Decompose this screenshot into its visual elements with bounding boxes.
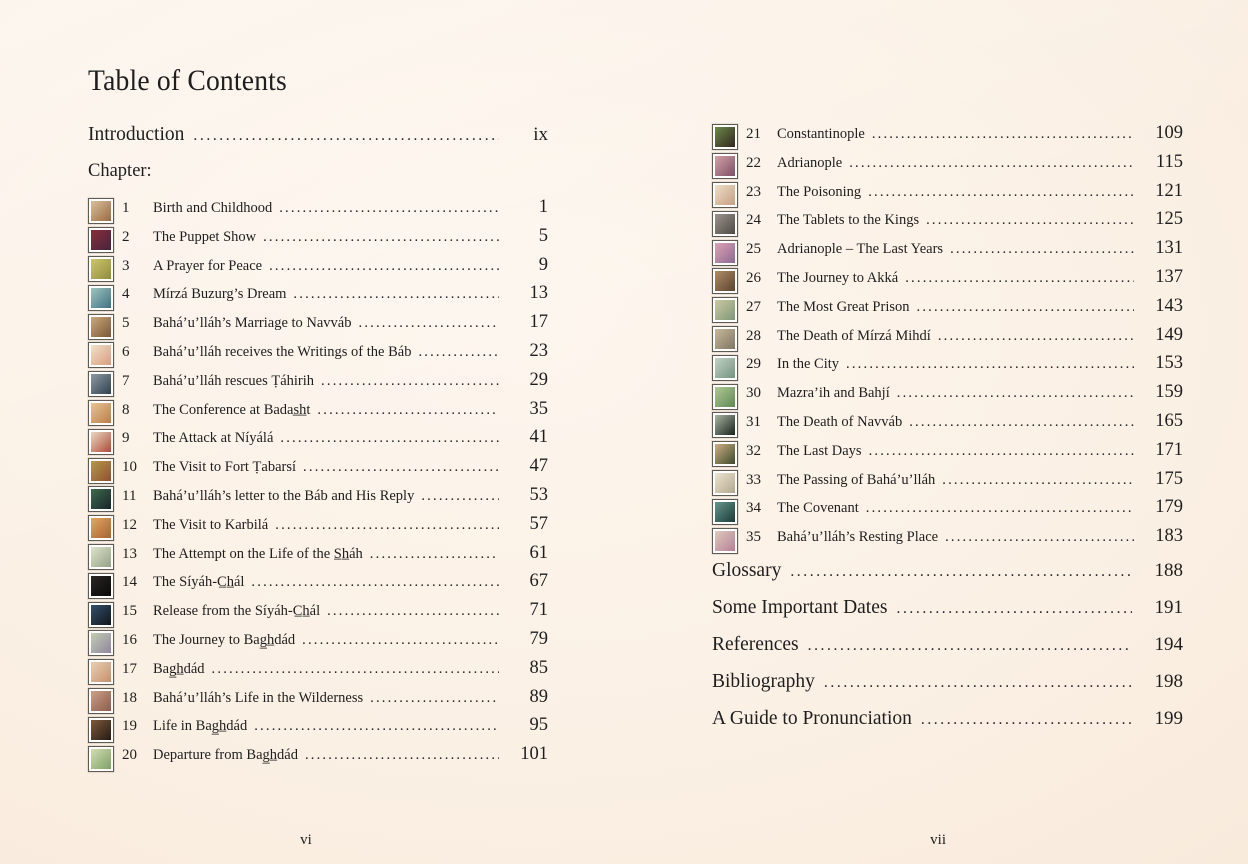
chapter-page-number: 101	[520, 744, 548, 765]
chapter-number: 3	[122, 257, 130, 274]
chapter-page-number: 149	[1155, 324, 1183, 345]
chapter-thumbnail-art	[715, 127, 735, 147]
chapter-title: Life in Bag̲h̲dád	[153, 718, 248, 735]
chapter-number: 31	[746, 413, 761, 430]
dotted-leader	[359, 315, 500, 332]
chapter-row	[88, 456, 548, 485]
chapter-number: 24	[746, 212, 761, 229]
page-left	[88, 0, 548, 864]
chapter-row	[712, 296, 1183, 325]
chapter-row	[88, 629, 548, 658]
chapter-thumbnail-art	[91, 288, 111, 308]
back-matter-row	[712, 597, 1183, 634]
chapter-row	[88, 283, 548, 312]
chapter-thumbnail-art	[715, 214, 735, 234]
chapter-page-number: 125	[1155, 209, 1183, 230]
page-title: Table of Contents	[88, 64, 287, 97]
chapter-thumbnail-image	[712, 528, 738, 554]
dotted-leader	[321, 373, 499, 390]
chapter-thumbnail-art	[91, 489, 111, 509]
chapter-title: In the City	[777, 356, 840, 373]
chapter-thumbnail-image	[88, 544, 114, 570]
chapter-number: 21	[746, 126, 761, 142]
chapter-page-number: 89	[529, 686, 548, 707]
dotted-leader	[293, 286, 499, 303]
chapter-thumbnail-image	[712, 182, 738, 208]
chapter-page-number: 9	[538, 254, 548, 275]
back-matter-row	[712, 634, 1183, 671]
chapter-page-number: 131	[1155, 238, 1183, 259]
chapter-title: Bahá’u’lláh’s Life in the Wilderness	[153, 689, 364, 706]
chapter-number: 27	[746, 298, 761, 315]
chapter-thumbnail-image	[88, 314, 114, 340]
chapter-title: The Poisoning	[777, 183, 862, 200]
chapter-thumbnail-image	[712, 153, 738, 179]
chapter-title: Release from the Síyáh-C̲h̲ál	[153, 603, 321, 620]
chapter-number: 22	[746, 154, 761, 171]
dotted-leader	[305, 747, 499, 764]
chapter-page-number: 5	[538, 225, 548, 246]
chapter-thumbnail-art	[91, 432, 111, 452]
folio-left: vi	[300, 832, 312, 848]
chapter-thumbnail-art	[91, 547, 111, 567]
chapter-row	[88, 312, 548, 341]
chapter-number: 30	[746, 385, 761, 402]
chapter-page-number: 143	[1155, 295, 1183, 316]
back-matter-page-number: 198	[1154, 671, 1183, 692]
chapter-thumbnail-image	[88, 371, 114, 397]
chapter-page-number: 29	[529, 369, 548, 390]
chapter-thumbnail-art	[715, 531, 735, 551]
chapter-thumbnail-art	[715, 502, 735, 522]
chapter-row	[88, 514, 548, 543]
chapter-title: Constantinople	[777, 126, 865, 142]
chapter-thumbnail-art	[715, 473, 735, 493]
dotted-leader	[938, 328, 1134, 345]
chapter-thumbnail-image	[88, 717, 114, 743]
back-matter-list	[712, 560, 1183, 745]
chapter-thumbnail-art	[91, 691, 111, 711]
chapter-number: 14	[122, 574, 137, 591]
chapter-section-label: Chapter:	[88, 161, 152, 181]
chapter-thumbnail-art	[715, 271, 735, 291]
chapter-number: 5	[122, 315, 130, 332]
introduction-row	[88, 124, 548, 152]
page-right	[712, 0, 1183, 864]
chapter-page-number: 67	[529, 571, 548, 592]
dotted-leader	[254, 718, 499, 735]
dotted-leader	[280, 430, 499, 447]
dotted-leader	[849, 155, 1134, 172]
chapter-number: 23	[746, 183, 761, 200]
chapter-thumbnail-image	[88, 630, 114, 656]
chapter-page-number: 179	[1155, 497, 1183, 518]
chapter-thumbnail-image	[88, 227, 114, 253]
chapter-page-number: 115	[1155, 151, 1183, 172]
chapter-page-number: 41	[529, 427, 548, 448]
chapter-page-number: 47	[529, 456, 548, 477]
chapter-thumbnail-image	[712, 499, 738, 525]
dotted-leader	[945, 529, 1134, 546]
chapter-thumbnail-art	[91, 576, 111, 596]
chapter-row	[88, 370, 548, 399]
chapter-thumbnail-image	[88, 342, 114, 368]
chapter-number: 2	[122, 228, 130, 245]
chapter-page-number: 1	[538, 197, 548, 217]
dotted-leader	[824, 674, 1132, 692]
chapter-title: Departure from Bag̲h̲dád	[153, 747, 298, 764]
chapter-number: 16	[122, 631, 137, 648]
chapter-thumbnail-image	[712, 441, 738, 467]
chapter-row	[88, 687, 548, 716]
chapter-row	[88, 744, 548, 773]
chapter-thumbnail-art	[91, 230, 111, 250]
chapter-page-number: 159	[1155, 382, 1183, 403]
chapter-row	[712, 382, 1183, 411]
chapter-thumbnail-art	[91, 403, 111, 423]
chapter-title: Bahá’u’lláh’s Marriage to Navváb	[153, 315, 352, 332]
dotted-leader	[790, 563, 1132, 581]
chapter-thumbnail-image	[712, 124, 738, 150]
dotted-leader	[866, 500, 1134, 517]
chapter-thumbnail-art	[715, 156, 735, 176]
dotted-leader	[950, 241, 1134, 258]
chapter-title: The Attack at Níyálá	[153, 430, 274, 447]
chapter-thumbnail-art	[715, 243, 735, 263]
chapter-row	[88, 658, 548, 687]
chapter-number: 25	[746, 241, 761, 258]
chapter-thumbnail-image	[88, 400, 114, 426]
chapter-title: Mírzá Buzurg’s Dream	[153, 286, 287, 303]
back-matter-page-number: 191	[1154, 597, 1183, 618]
chapter-page-number: 165	[1155, 410, 1183, 431]
chapter-title: The Last Days	[777, 442, 862, 459]
dotted-leader	[275, 517, 499, 534]
chapter-row	[712, 353, 1183, 382]
chapter-title: The Attempt on the Life of the S̲h̲áh	[153, 545, 363, 562]
chapter-row	[88, 226, 548, 255]
dotted-leader	[418, 344, 499, 361]
chapter-thumbnail-art	[91, 720, 111, 740]
back-matter-label: Some Important Dates	[712, 597, 888, 618]
chapter-number: 13	[122, 545, 137, 562]
chapter-title: Bahá’u’lláh’s letter to the Báb and His Reply	[153, 487, 415, 504]
chapter-thumbnail-image	[88, 659, 114, 685]
chapter-thumbnail-image	[88, 602, 114, 628]
chapter-page-number: 85	[529, 657, 548, 678]
chapter-row	[712, 152, 1183, 181]
chapter-page-number: 171	[1155, 439, 1183, 460]
chapter-row	[88, 543, 548, 572]
chapter-page-number: 153	[1155, 353, 1183, 374]
chapter-page-number: 95	[529, 715, 548, 736]
dotted-leader	[269, 258, 499, 275]
chapter-thumbnail-art	[715, 444, 735, 464]
chapter-row	[88, 341, 548, 370]
chapter-title: The Death of Mírzá Mihdí	[777, 327, 931, 344]
dotted-leader	[421, 488, 499, 505]
chapter-page-number: 23	[529, 340, 548, 361]
chapter-thumbnail-image	[88, 198, 114, 224]
dotted-leader	[909, 414, 1134, 431]
chapter-thumbnail-art	[91, 461, 111, 481]
chapter-number: 32	[746, 442, 761, 459]
chapter-row	[712, 469, 1183, 498]
chapter-number: 12	[122, 516, 137, 533]
chapter-title: The Journey to Bag̲h̲dád	[153, 631, 296, 648]
chapter-thumbnail-art	[715, 300, 735, 320]
dotted-leader	[327, 603, 499, 620]
chapter-thumbnail-image	[88, 285, 114, 311]
dotted-leader	[370, 690, 499, 707]
chapter-thumbnail-image	[88, 688, 114, 714]
chapter-thumbnail-art	[91, 201, 111, 221]
dotted-leader	[917, 299, 1135, 316]
chapter-number: 35	[746, 529, 761, 546]
chapter-title: The Visit to Fort Ṭabarsí	[153, 459, 297, 476]
chapter-page-number: 13	[529, 283, 548, 304]
chapter-thumbnail-art	[715, 185, 735, 205]
chapter-title: The Tablets to the Kings	[777, 212, 920, 229]
chapter-row	[712, 440, 1183, 469]
chapter-page-number: 71	[529, 600, 548, 621]
dotted-leader	[302, 632, 499, 649]
dotted-leader	[868, 184, 1134, 201]
dotted-leader	[905, 270, 1134, 287]
dotted-leader	[872, 126, 1134, 143]
chapter-title: The Most Great Prison	[777, 298, 910, 315]
chapter-thumbnail-image	[712, 412, 738, 438]
chapter-title: Adrianople	[777, 154, 843, 171]
chapter-page-number: 109	[1155, 123, 1183, 143]
chapter-row	[88, 197, 548, 226]
chapter-thumbnail-art	[91, 374, 111, 394]
chapter-title: Bahá’u’lláh receives the Writings of the Báb	[153, 343, 412, 360]
chapter-thumbnail-image	[88, 746, 114, 772]
dotted-leader	[251, 574, 499, 591]
chapter-title: The Puppet Show	[153, 228, 257, 245]
chapter-row	[712, 526, 1183, 555]
chapter-title: Mazra’ih and Bahjí	[777, 385, 890, 402]
dotted-leader	[926, 212, 1134, 229]
chapter-number: 8	[122, 401, 130, 418]
chapter-thumbnail-art	[715, 415, 735, 435]
chapter-number: 34	[746, 500, 761, 517]
chapter-title: The Passing of Bahá’u’lláh	[777, 471, 936, 488]
chapter-number: 33	[746, 471, 761, 488]
chapter-title: The Journey to Akká	[777, 269, 899, 286]
dotted-leader	[263, 229, 499, 246]
chapter-thumbnail-image	[88, 429, 114, 455]
chapter-thumbnail-art	[91, 605, 111, 625]
chapter-thumbnail-art	[91, 259, 111, 279]
chapter-number: 11	[122, 487, 137, 504]
dotted-leader	[317, 402, 499, 419]
chapter-row	[712, 411, 1183, 440]
chapter-number: 4	[122, 286, 130, 303]
chapter-number: 10	[122, 459, 137, 476]
chapter-title: The Visit to Karbilá	[153, 516, 269, 533]
dotted-leader	[212, 661, 499, 678]
chapter-number: 28	[746, 327, 761, 344]
chapter-thumbnail-image	[712, 297, 738, 323]
dotted-leader	[896, 600, 1132, 618]
chapter-number: 29	[746, 356, 761, 373]
back-matter-page-number: 194	[1154, 634, 1183, 655]
chapter-row	[88, 571, 548, 600]
dotted-leader	[370, 546, 499, 563]
chapter-thumbnail-image	[88, 458, 114, 484]
chapter-number: 15	[122, 603, 137, 620]
chapter-row	[712, 325, 1183, 354]
back-matter-label: References	[712, 634, 799, 655]
chapter-row	[88, 600, 548, 629]
chapter-list-left	[88, 197, 548, 773]
chapter-title: Bahá’u’lláh’s Resting Place	[777, 529, 939, 546]
chapter-thumbnail-image	[88, 486, 114, 512]
chapter-page-number: 79	[529, 628, 548, 649]
chapter-number: 18	[122, 689, 137, 706]
chapter-number: 6	[122, 343, 130, 360]
chapter-title: Bag̲h̲dád	[153, 660, 205, 677]
chapter-number: 19	[122, 718, 137, 735]
chapter-number: 1	[122, 200, 130, 216]
dotted-leader	[942, 472, 1134, 489]
introduction-label: Introduction	[88, 124, 185, 145]
chapter-thumbnail-image	[88, 573, 114, 599]
back-matter-page-number: 199	[1154, 708, 1183, 729]
dotted-leader	[846, 356, 1134, 373]
chapter-thumbnail-art	[715, 329, 735, 349]
chapter-row	[88, 485, 548, 514]
chapter-thumbnail-art	[715, 358, 735, 378]
chapter-number: 26	[746, 269, 761, 286]
back-matter-row	[712, 671, 1183, 708]
chapter-row	[712, 497, 1183, 526]
chapter-thumbnail-art	[91, 345, 111, 365]
chapter-thumbnail-image	[712, 268, 738, 294]
chapter-thumbnail-image	[712, 326, 738, 352]
back-matter-label: Glossary	[712, 560, 782, 581]
chapter-thumbnail-image	[712, 470, 738, 496]
chapter-number: 20	[122, 747, 137, 764]
folio-right: vii	[930, 832, 946, 848]
chapter-title: Adrianople – The Last Years	[777, 241, 944, 258]
chapter-page-number: 57	[529, 513, 548, 534]
chapter-number: 7	[122, 372, 130, 389]
back-matter-row	[712, 708, 1183, 745]
back-matter-row	[712, 560, 1183, 597]
chapter-row	[88, 715, 548, 744]
dotted-leader	[303, 459, 499, 476]
chapter-row	[712, 181, 1183, 210]
chapter-thumbnail-image	[712, 211, 738, 237]
chapter-thumbnail-image	[712, 384, 738, 410]
chapter-thumbnail-art	[91, 518, 111, 538]
dotted-leader	[808, 637, 1132, 655]
chapter-page-number: 53	[529, 484, 548, 505]
chapter-list-right	[712, 123, 1183, 555]
chapter-row	[712, 123, 1183, 152]
introduction-page-number: ix	[533, 124, 548, 145]
chapter-page-number: 17	[529, 312, 548, 333]
chapter-number: 9	[122, 430, 130, 447]
chapter-title: The Síyáh-C̲h̲ál	[153, 574, 245, 591]
chapter-thumbnail-image	[712, 355, 738, 381]
chapter-thumbnail-art	[715, 387, 735, 407]
chapter-page-number: 35	[529, 398, 548, 419]
dotted-leader	[921, 711, 1132, 729]
chapter-page-number: 121	[1155, 180, 1183, 201]
dotted-leader	[869, 443, 1134, 460]
chapter-page-number: 183	[1155, 526, 1183, 547]
dotted-leader	[897, 385, 1134, 402]
chapter-row	[712, 267, 1183, 296]
chapter-title: Bahá’u’lláh rescues Ṭáhirih	[153, 372, 315, 389]
back-matter-label: A Guide to Pronunciation	[712, 708, 912, 729]
chapter-thumbnail-image	[88, 515, 114, 541]
chapter-row	[88, 427, 548, 456]
chapter-title: A Prayer for Peace	[153, 257, 263, 274]
chapter-title: Birth and Childhood	[153, 200, 273, 216]
chapter-row	[88, 399, 548, 428]
back-matter-label: Bibliography	[712, 671, 815, 692]
dotted-leader	[279, 200, 499, 217]
chapter-number: 17	[122, 660, 137, 677]
chapter-thumbnail-art	[91, 749, 111, 769]
chapter-thumbnail-image	[712, 240, 738, 266]
chapter-page-number: 137	[1155, 266, 1183, 287]
chapter-title: The Death of Navváb	[777, 413, 903, 430]
chapter-row	[712, 238, 1183, 267]
back-matter-page-number: 188	[1154, 560, 1183, 581]
chapter-thumbnail-art	[91, 633, 111, 653]
dotted-leader	[193, 127, 499, 145]
chapter-page-number: 175	[1155, 468, 1183, 489]
chapter-title: The Conference at Badas̲h̲t	[153, 401, 311, 418]
chapter-thumbnail-art	[91, 317, 111, 337]
chapter-thumbnail-image	[88, 256, 114, 282]
chapter-thumbnail-art	[91, 662, 111, 682]
chapter-title: The Covenant	[777, 500, 859, 517]
chapter-page-number: 61	[529, 542, 548, 563]
chapter-row	[712, 209, 1183, 238]
chapter-row	[88, 255, 548, 284]
